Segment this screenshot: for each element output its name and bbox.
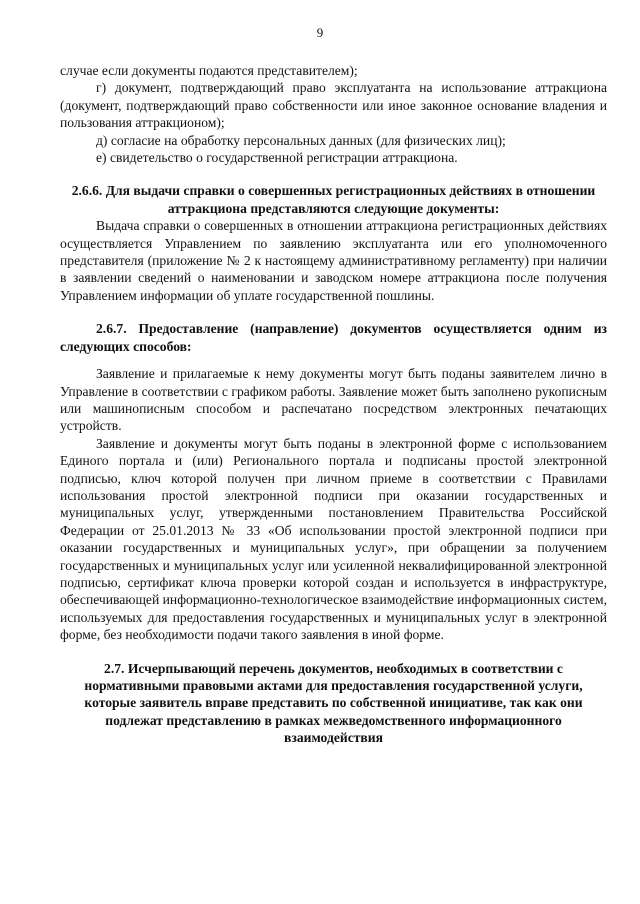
paragraph-continuation: случае если документы подаются представителем);	[60, 63, 358, 78]
page-number: 9	[316, 25, 324, 40]
section-paragraph-2-6-7-1: Заявление и прилагаемые к нему документы могут быть поданы заявителем лично в Управление в соответствии с графиком работы. Заявление может быть заполнено рукописным или машинописным способом и распечатано посредством электронных печатающих устройств.	[60, 366, 607, 434]
list-item-e: е) свидетельство о государственной регистрации аттракциона.	[96, 150, 458, 166]
section-heading-2-7: 2.7. Исчерпывающий перечень документов, необходимых в соответствии с нормативными правовыми актами для предоставления государственной услуги, которые заявитель вправе представить по собственной инициативе, так как они подлежат представлению в рамках межведомственного информационного взаимодействия	[84, 660, 583, 746]
section-paragraph-2-6-7-2: Заявление и документы могут быть поданы в электронной форме с использованием Единого портала и (или) Регионального портала и подписаны простой электронной подписью, ключ которой получен при личном приеме в соответствии с Правилами использования простой электронной подписи при оказании государственных и муниципальных услуг, утвержденными постановлением Правительства Российской Федерации от 25.01.2013 № 33 «Об использовании простой электронной подписи при оказании государственных и муниципальных услуг», при обращении за получением государственных и муниципальных услуг или усиленной неквалифицированной электронной подписью, сертификат ключа проверки которой создан и используется в инфраструктуре, обеспечивающей информационно-технологическое взаимодействие информационных систем, используемых для предоставления государственных и муниципальных услуг в электронной форме, без необходимости подачи такого заявления в иной форме.	[60, 435, 607, 643]
page-body	[60, 62, 607, 747]
list-item-g: г) документ, подтверждающий право эксплуатанта на использование аттракциона (документ, подтверждающий право собственности или иное законное основание владения и пользования аттракционом);	[60, 80, 607, 131]
section-text-2-6-6: Выдача справки о совершенных в отношении аттракциона регистрационных действиях осуществляется Управлением по заявлению эксплуатанта или его уполномоченного представителя (приложение № 2 к настоящему административному регламенту) при наличии в заявлении сведений о наименовании и заводском номере аттракциона после получения Управлением информации об уплате государственной пошлины.	[60, 218, 607, 303]
section-heading-2-6-7: 2.6.7. Предоставление (направление) документов осуществляется одним из следующих способов:	[60, 321, 607, 354]
list-item-d: д) согласие на обработку персональных данных (для физических лиц);	[96, 132, 506, 148]
section-heading-2-6-6: 2.6.6. Для выдачи справки о совершенных регистрационных действиях в отношении аттракциона представляются следующие документы:	[71, 183, 596, 216]
